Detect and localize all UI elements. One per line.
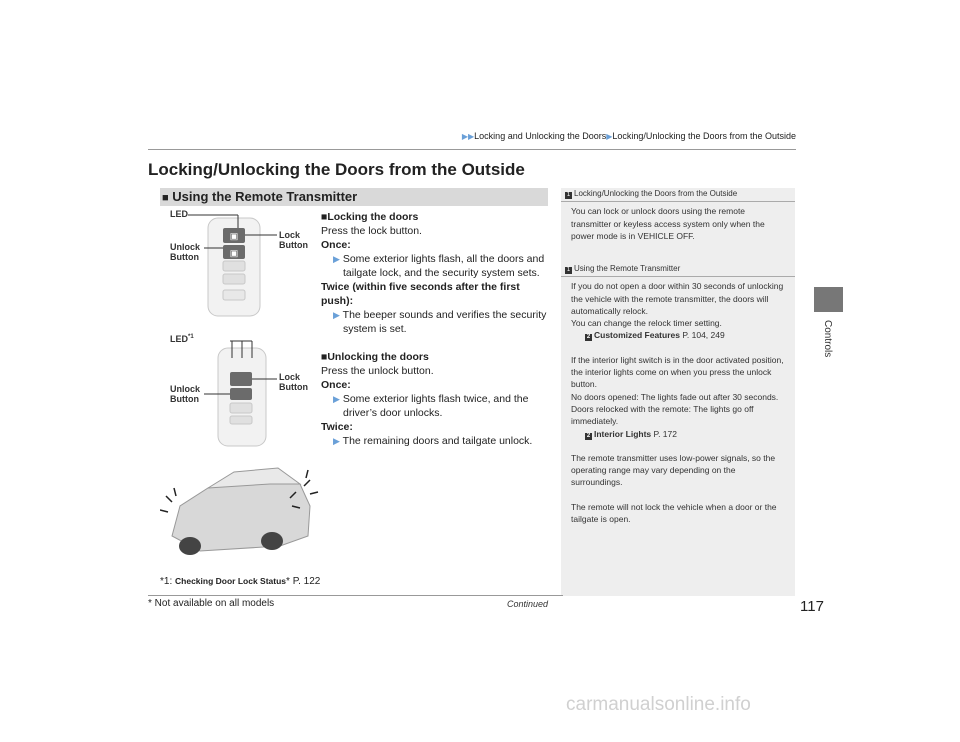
note-2-p2: You can change the relock timer setting. <box>571 318 722 329</box>
breadcrumb <box>420 131 796 141</box>
page-number: 117 <box>800 598 824 615</box>
result-arrow-icon: ▶ <box>333 310 340 320</box>
unlocking-heading: ■Unlocking the doors <box>321 351 429 363</box>
fob-button-4 <box>223 274 245 284</box>
breadcrumb-arrow-icon: ▶ <box>606 132 613 141</box>
footnote-link[interactable]: Checking Door Lock Status <box>175 576 287 586</box>
note-icon: 1 <box>566 192 571 198</box>
unlocking-once-label: Once: <box>321 379 351 391</box>
note-1-title: 1 Locking/Unlocking the Doors from the Outside <box>561 188 795 202</box>
note-2-title: 1 Using the Remote Transmitter <box>561 263 795 277</box>
locking-intro: Press the lock button. <box>321 225 422 237</box>
note-icon: 1 <box>566 267 571 273</box>
lock-button-label: Lock Button <box>279 230 308 250</box>
illustration-footnote: *1: Checking Door Lock Status* P. 122 <box>160 576 321 587</box>
locking-heading: ■Locking the doors <box>321 211 419 223</box>
breadcrumb-item-2[interactable]: Locking/Unlocking the Doors from the Outside <box>612 131 796 141</box>
breadcrumb-item-1[interactable]: Locking and Unlocking the Doors <box>474 131 607 141</box>
locking-twice-text: ▶ The beeper sounds and verifies the security system is set. <box>333 309 547 335</box>
section-heading <box>160 188 548 206</box>
page-title: Locking/Unlocking the Doors from the Outside <box>148 160 525 179</box>
continued-label: Continued <box>507 599 549 609</box>
car-wheel-front <box>179 537 201 555</box>
unlock-icon: ▣ <box>229 248 239 258</box>
footer-divider <box>148 595 563 596</box>
remote-illustration <box>160 206 320 573</box>
instructions-column <box>321 210 551 448</box>
result-arrow-icon: ▶ <box>333 436 340 446</box>
lock-icon: ▣ <box>229 231 239 241</box>
fob-button-5 <box>223 290 245 300</box>
fob-button-3 <box>223 261 245 271</box>
locking-once-text: ▶ Some exterior lights flash, all the doors and tailgate lock, and the security system sets. <box>333 253 545 279</box>
locking-once-label: Once: <box>321 239 351 251</box>
note-2-p5: Doors relocked with the remote: The lights go off immediately. <box>571 403 754 427</box>
locking-twice-label: Twice (within five seconds after the first push): <box>321 281 520 307</box>
note-1-body: You can lock or unlock doors using the remote transmitter or keyless access system only when the power mode is in VEHICLE OFF. <box>571 206 765 241</box>
fob2-button-4 <box>230 416 252 424</box>
unlock-button-label: Unlock Button <box>170 242 201 262</box>
section-marker-icon: ■ <box>162 192 169 204</box>
led-label: LED <box>170 209 188 219</box>
reference-icon: 2 <box>586 334 591 341</box>
note-2 <box>561 263 795 525</box>
unlock-button-graphic-2 <box>230 388 252 400</box>
note-2-p7: The remote will not lock the vehicle when a door or the tailgate is open. <box>571 501 777 525</box>
lock-button-graphic-2 <box>230 372 252 386</box>
chapter-tab[interactable] <box>814 287 843 312</box>
result-arrow-icon: ▶ <box>333 254 340 264</box>
reference-interior-lights[interactable]: 2 Interior Lights P. 172 <box>586 428 677 439</box>
note-2-p6: The remote transmitter uses low-power signals, so the operating range may vary depending on the surroundings. <box>571 452 776 488</box>
unlock-button-label-2: Unlock Button <box>170 384 201 404</box>
section-heading-text: Using the Remote Transmitter <box>172 189 358 204</box>
note-1 <box>561 188 795 242</box>
header-divider <box>148 149 796 150</box>
note-2-p4: No doors opened: The lights fade out after 30 seconds. <box>571 391 779 402</box>
unlocking-twice-label: Twice: <box>321 421 353 433</box>
note-2-p1: If you do not open a door within 30 seconds of unlocking the vehicle with the remote transmitter, the doors will automatically relock. <box>571 281 784 316</box>
unlocking-twice-text: ▶ The remaining doors and tailgate unlock. <box>333 435 533 447</box>
watermark: carmanualsonline.info <box>566 694 751 715</box>
result-arrow-icon: ▶ <box>333 394 340 404</box>
car-wheel-rear <box>261 532 283 550</box>
note-2-p3: If the interior light switch is in the door activated position, the interior lights come on when you press the unlock button. <box>571 354 784 390</box>
unlocking-intro: Press the unlock button. <box>321 365 434 377</box>
chapter-side-label: Controls <box>822 320 833 358</box>
breadcrumb-arrow-icon: ▶▶ <box>461 132 475 141</box>
lock-button-label-2: Lock Button <box>279 372 308 392</box>
availability-note: * Not available on all models <box>148 598 275 609</box>
led-label-2: LED$^{*1}$ <box>170 334 194 344</box>
reference-icon: 2 <box>586 432 591 439</box>
unlocking-once-text: ▶ Some exterior lights flash twice, and the driver’s door unlocks. <box>333 393 529 419</box>
reference-customized-features[interactable]: 2 Customized Features P. 104, 249 <box>586 330 725 341</box>
fob2-button-3 <box>230 403 252 413</box>
